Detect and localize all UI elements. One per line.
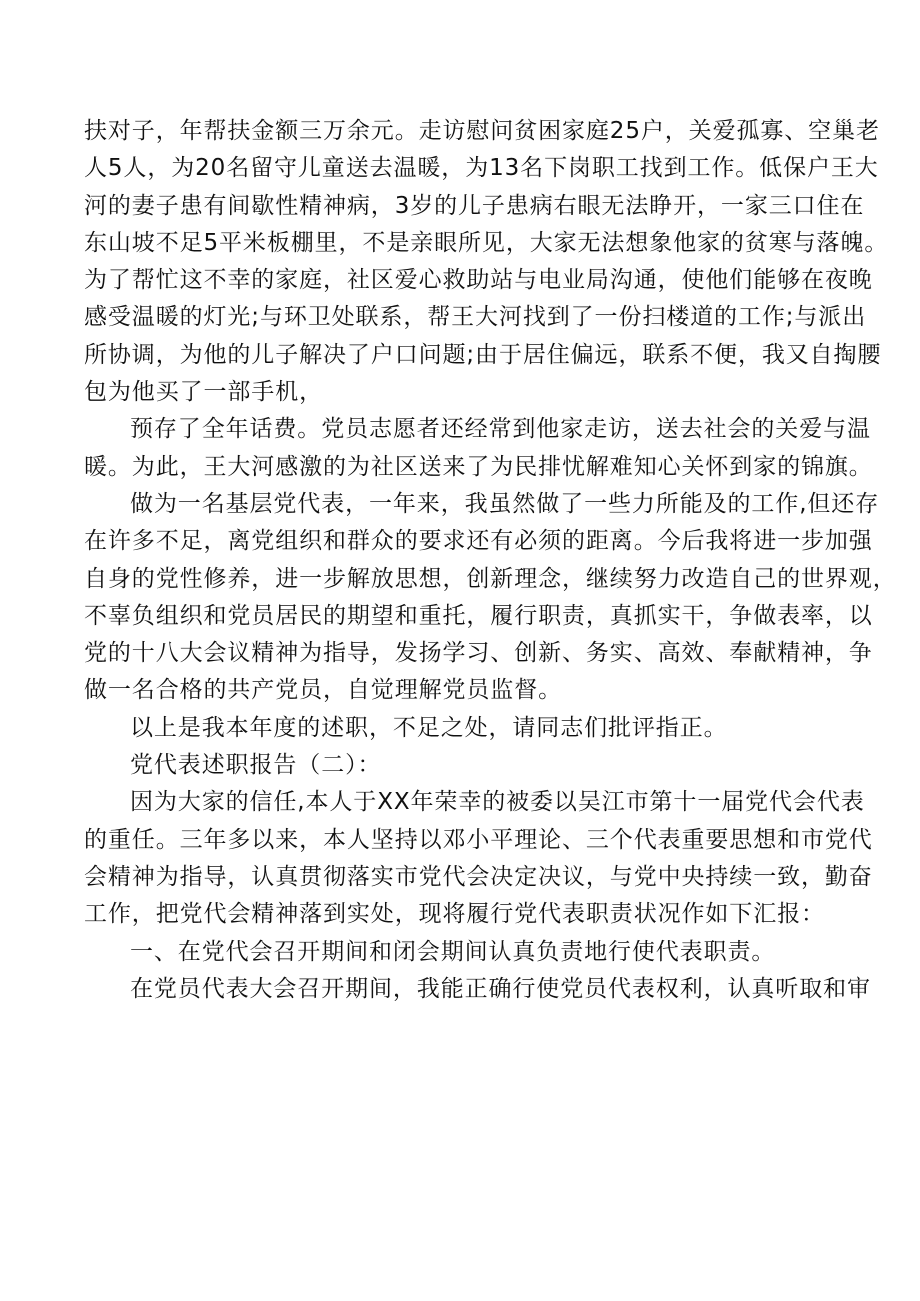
paragraph-start-line: 以上是我本年度的述职，不足之处，请同志们批评指正。 — [130, 714, 728, 741]
text-line: 暖。为此，王大河感激的为社区送来了为民排忧解难知心关怀到家的锦旗。 — [84, 453, 873, 480]
text-line: 不辜负组织和党员居民的期望和重托，履行职责，真抓实干，争做表率，以 — [84, 602, 873, 629]
text-line: 人5人，为20名留守儿童送去温暖，为13名下岗职工找到工作。低保户王大 — [84, 155, 879, 182]
text-line: 的重任。三年多以来，本人坚持以邓小平理论、三个代表重要思想和市党代 — [84, 826, 873, 853]
paragraph-start-line: 做为一名基层党代表，一年来，我虽然做了一些力所能及的工作,但还存 — [130, 490, 880, 517]
text-line: 扶对子，年帮扶金额三万余元。走访慰问贫困家庭25户，关爱孤寡、空巢老 — [84, 118, 880, 144]
text-line: 感受温暖的灯光;与环卫处联系，帮王大河找到了一份扫楼道的工作;与派出 — [84, 304, 867, 331]
text-line: 东山坡不足5平米板棚里，不是亲眼所见，大家无法想象他家的贫寒与落魄。 — [84, 229, 889, 256]
text-line: 做一名合格的共产党员，自觉理解党员监督。 — [84, 677, 562, 704]
paragraph-start-line: 因为大家的信任,本人于XX年荣幸的被委以吴江市第十一届党代会代表 — [130, 789, 865, 816]
paragraph-start-line: 预存了全年话费。党员志愿者还经常到他家走访，送去社会的关爱与温 — [130, 416, 871, 443]
text-line: 包为他买了一部手机， — [84, 379, 323, 406]
text-line: 在许多不足，离党组织和群众的要求还有必须的距离。今后我将进一步加强 — [84, 528, 873, 555]
text-line: 河的妻子患有间歇性精神病，3岁的儿子患病右眼无法睁开，一家三口住在 — [84, 192, 865, 219]
document-body — [84, 113, 897, 1008]
text-line: 会精神为指导，认真贯彻落实市党代会决定决议，与党中央持续一致，勤奋 — [84, 863, 873, 890]
paragraph-start-line: 在党员代表大会召开期间，我能正确行使党员代表权利，认真听取和审 — [130, 975, 871, 1002]
section-heading: 党代表述职报告（二）： — [130, 752, 382, 779]
text-line: 党的十八大会议精神为指导，发扬学习、创新、务实、高效、奉献精神，争 — [84, 640, 873, 667]
subsection-heading: 一、在党代会召开期间和闭会期间认真负责地行使代表职责。 — [130, 938, 776, 965]
text-line: 为了帮忙这不幸的家庭，社区爱心救助站与电业局沟通，使他们能够在夜晚 — [84, 267, 873, 294]
text-line: 所协调，为他的儿子解决了户口问题;由于居住偏远，联系不便，我又自掏腰 — [84, 341, 882, 368]
text-line: 自身的党性修养，进一步解放思想，创新理念，继续努力改造自己的世界观， — [84, 565, 897, 592]
text-line: 工作，把党代会精神落到实处，现将履行党代表职责状况作如下汇报： — [84, 901, 825, 928]
